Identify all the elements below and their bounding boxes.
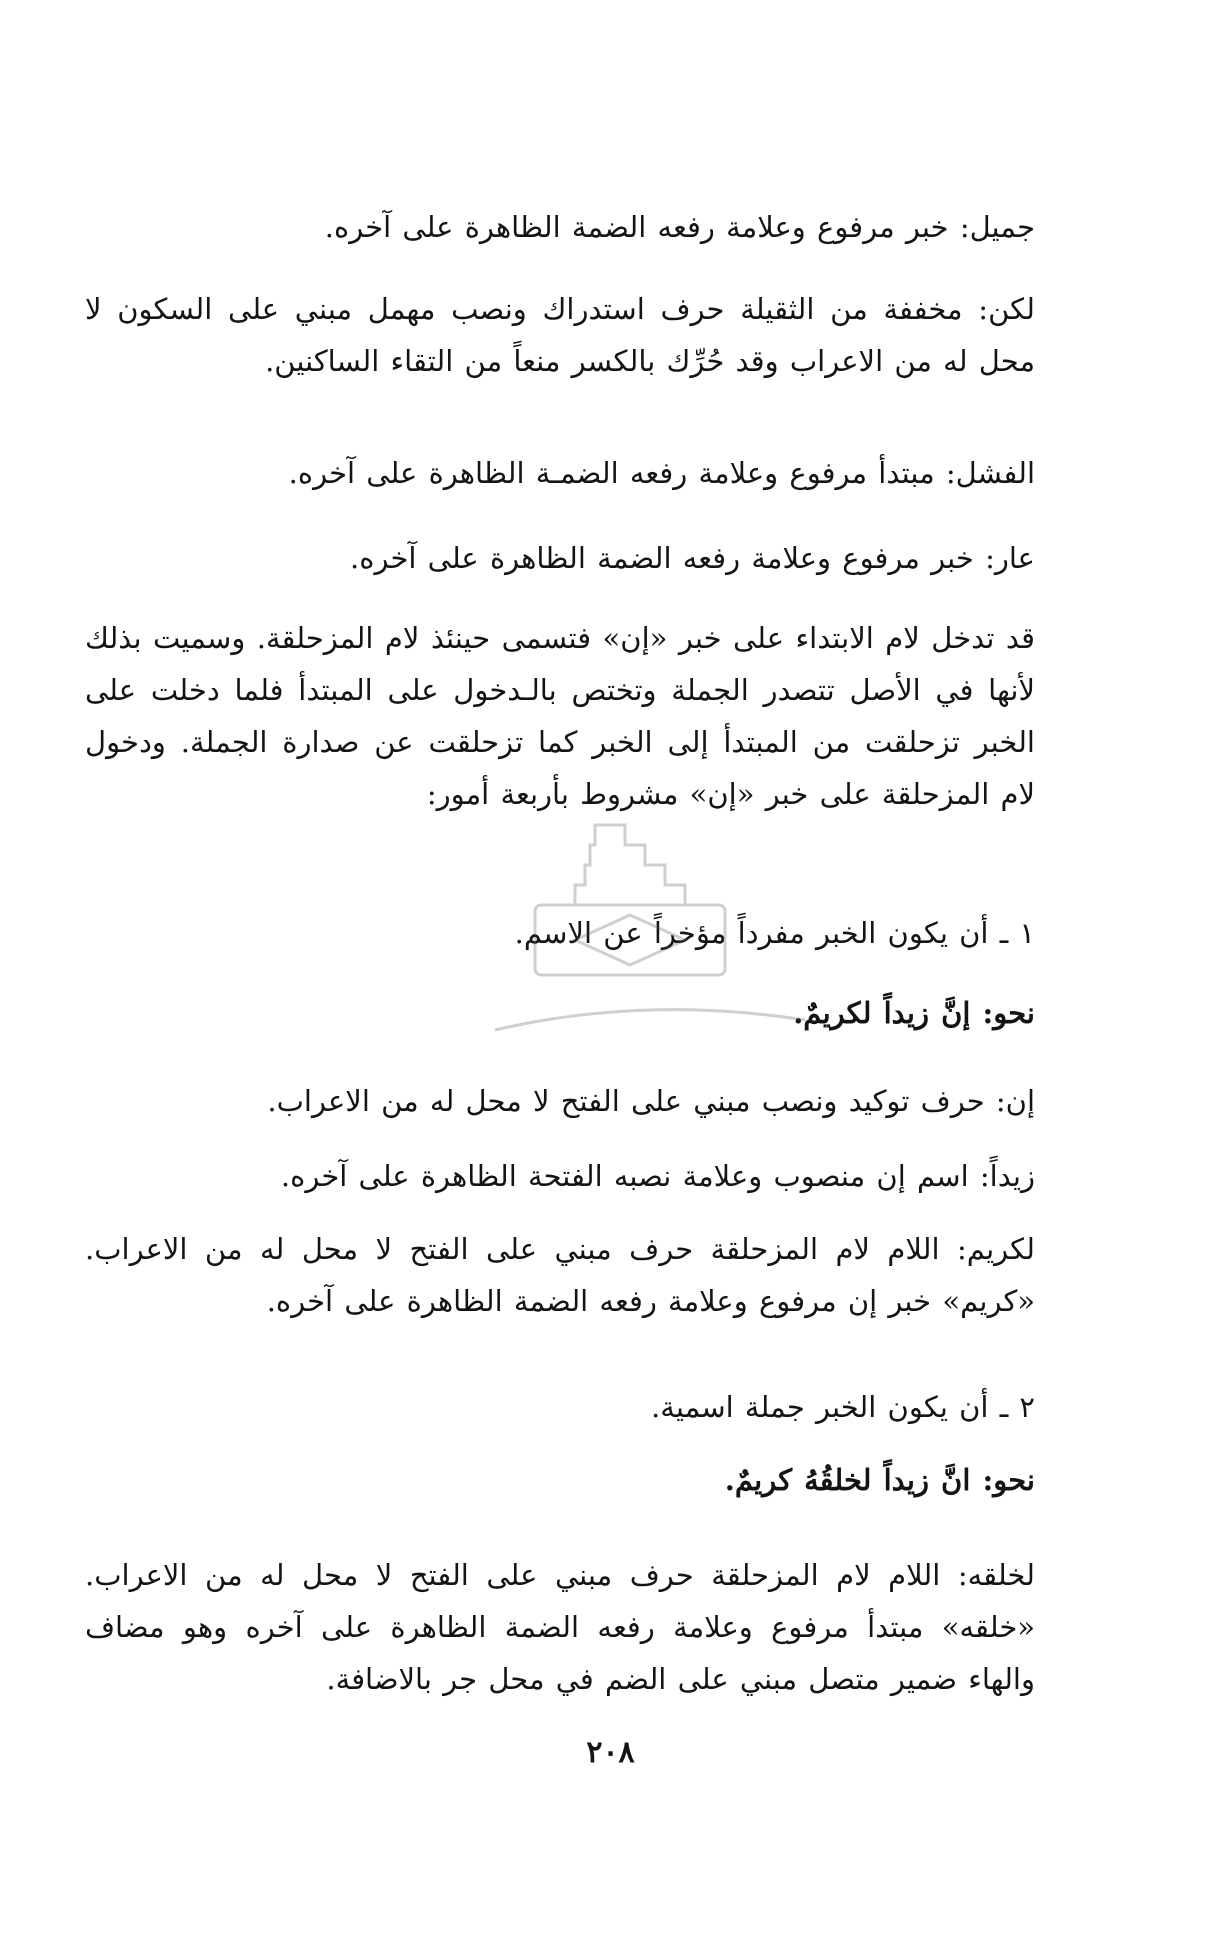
paragraph-zaydan: زيداً: اسم إن منصوب وعلامة نصبه الفتحة الظاهرة على آخره. — [280, 1159, 1035, 1193]
condition-2: ٢ ـ أن يكون الخبر جملة اسمية. — [651, 1390, 1035, 1424]
paragraph-inna: إن: حرف توكيد ونصب مبني على الفتح لا محل له من الاعراب. — [267, 1084, 1035, 1118]
paragraph-lam-muzahlaqa: قد تدخل لام الابتداء على خبر «إن» فتسمى حينئذ لام المزحلقة. وسميت بذلك لأنها في الأصل تتصدر الجملة وتختص بالـدخول على المبتدأ فلما دخلت على الخبر تزحلقت من المبتدأ إلى الخبر كما تزحلقت عن صدارة الجملة. ودخول لام المزحلقة على خبر «إن» مشروط بأربعة أمور: — [85, 621, 1035, 811]
paragraph-likhulqihi: لخلقه: اللام لام المزحلقة حرف مبني على الفتح لا محل له من الاعراب. «خلقه» مبتدأ مرفوع وعلامة رفعه الضمة الظاهرة على آخره وهو مضاف والهاء ضمير متصل مبني على الضم في محل جر بالاضافة. — [85, 1558, 1035, 1696]
page-number: ٢٠٨ — [586, 1735, 635, 1770]
paragraph-aar: عار: خبر مرفوع وعلامة رفعه الضمة الظاهرة على آخره. — [350, 541, 1035, 575]
paragraph-alfashal: الفشل: مبتدأ مرفوع وعلامة رفعه الضمـة الظاهرة على آخره. — [288, 456, 1035, 490]
paragraph-lakarim: لكريم: اللام لام المزحلقة حرف مبني على الفتح لا محل له من الاعراب. «كريم» خبر إن مرفوع وعلامة رفعه الضمة الظاهرة على آخره. — [85, 1232, 1035, 1318]
paragraph-lakin: لكن: مخففة من الثقيلة حرف استدراك ونصب مهمل مبني على السكون لا محل له من الاعراب وقد حُرِّك بالكسر منعاً من التقاء الساكنين. — [85, 292, 1035, 378]
example-1: نحو: إنَّ زيداً لكريمٌ. — [793, 996, 1035, 1030]
condition-1: ١ ـ أن يكون الخبر مفرداً مؤخراً عن الاسم. — [514, 916, 1035, 950]
paragraph-jamil: جميل: خبر مرفوع وعلامة رفعه الضمة الظاهرة على آخره. — [324, 210, 1035, 244]
example-2: نحو: انَّ زيداً لخلقُهُ كريمٌ. — [724, 1463, 1035, 1497]
